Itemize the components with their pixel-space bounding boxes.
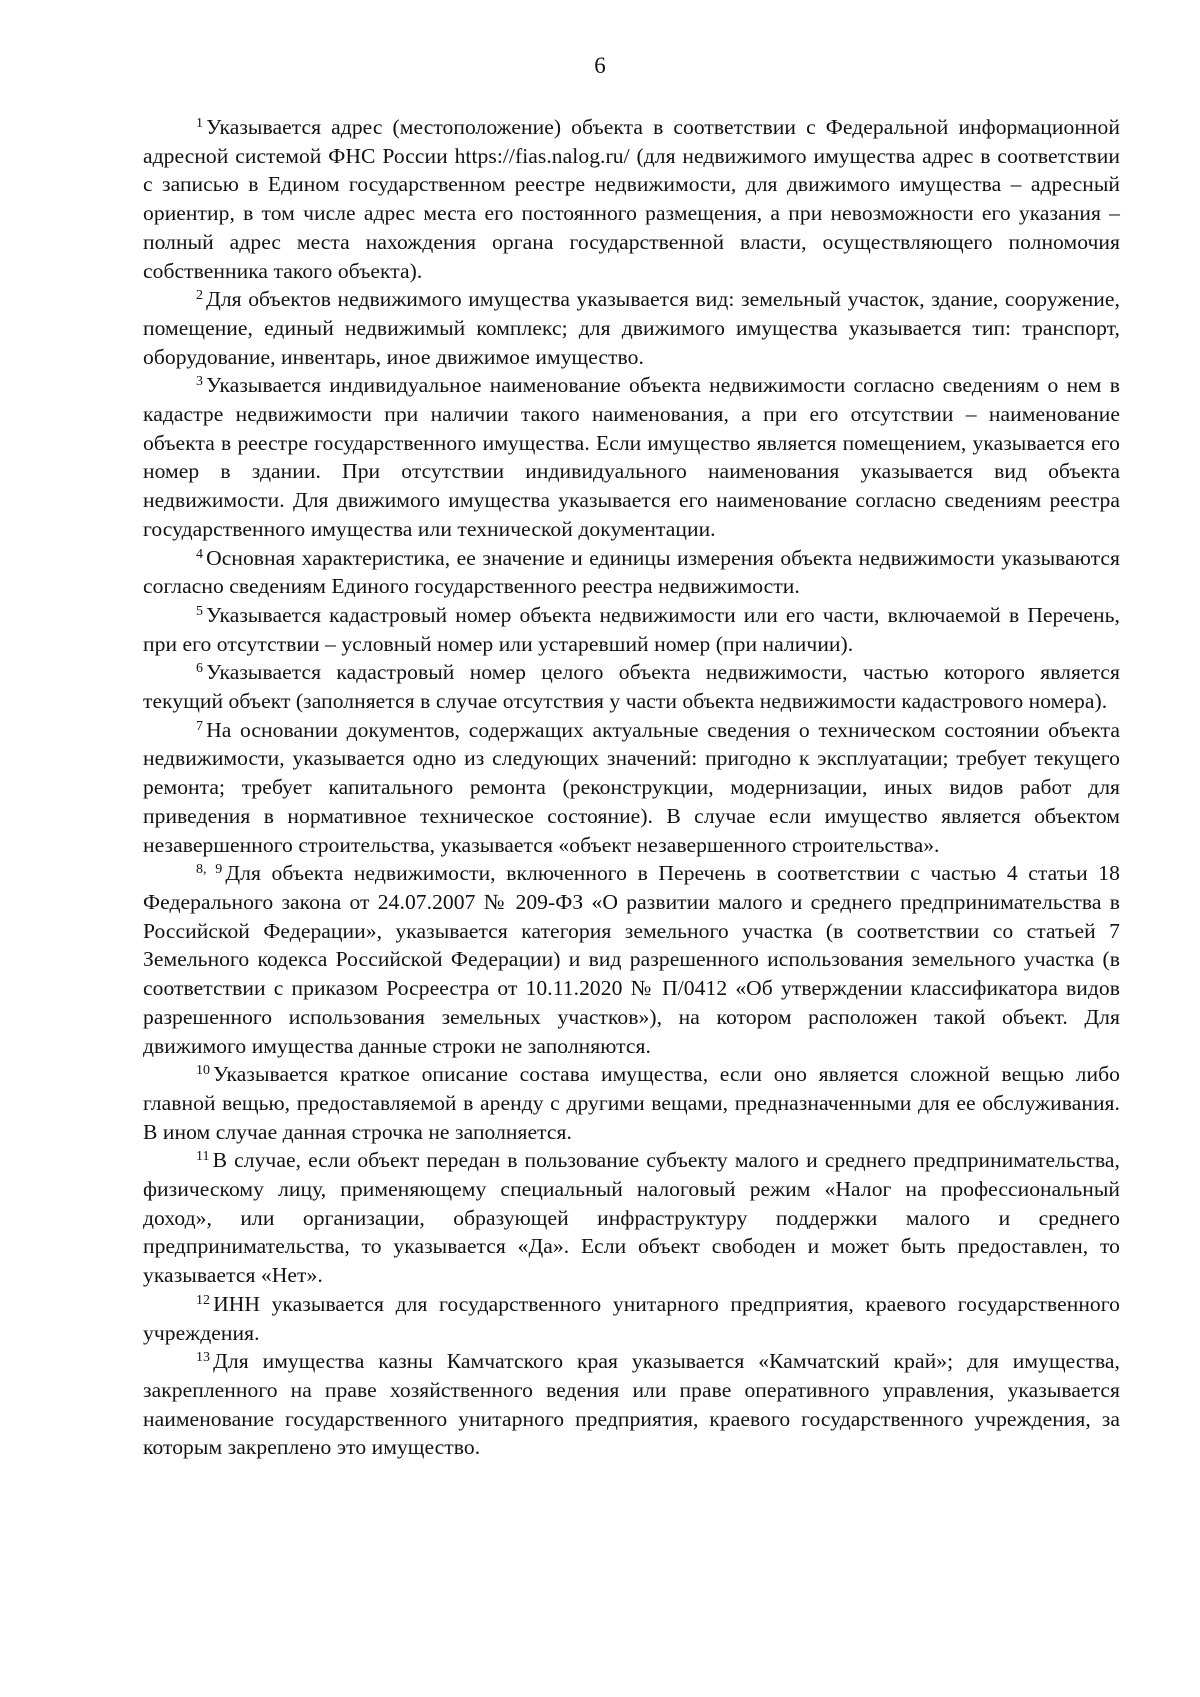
footnote-ref: 7 bbox=[196, 718, 204, 734]
page-number: 6 bbox=[594, 53, 606, 78]
footnote-6 bbox=[143, 658, 1120, 715]
footnote-8-9 bbox=[143, 859, 1120, 1060]
footnote-text: На основании документов, содержащих актуальные сведения о техническом состоянии объекта недвижимости, указывается одно из следующих значений: пригодно к эксплуатации; требует текущего ремонта; требует капитального ремонта (реконструкции, модернизации, иных видов работ для приведения в нормативное техническое состояние). В случае если имущество является объектом незавершенного строительства, указывается «объект незавершенного строительства». bbox=[143, 717, 1120, 857]
footnotes-list bbox=[143, 113, 1120, 1462]
footnote-text: Указывается кадастровый номер целого объекта недвижимости, частью которого является текущий объект (заполняется в случае отсутствия у части объекта недвижимости кадастрового номера). bbox=[143, 660, 1120, 714]
footnote-text: ИНН указывается для государственного унитарного предприятия, краевого государственного учреждения. bbox=[143, 1291, 1120, 1345]
footnote-3 bbox=[143, 371, 1120, 543]
footnote-text: Указывается краткое описание состава имущества, если оно является сложной вещью либо главной вещью, предоставляемой в аренду с другими вещами, предназначенными для ее обслуживания. В ином случае данная строчка не заполняется. bbox=[143, 1062, 1120, 1144]
footnote-text: Для имущества казны Камчатского края указывается «Камчатский край»; для имущества, закрепленного на праве хозяйственного ведения или праве оперативного управления, указывается наименование государственного унитарного предприятия, краевого государственного учреждения, за которым закреплено это имущество. bbox=[143, 1349, 1120, 1460]
footnote-ref: 3 bbox=[196, 374, 204, 390]
footnote-ref: 5 bbox=[196, 603, 204, 619]
footnote-text: Указывается индивидуальное наименование объекта недвижимости согласно сведениям о нем в кадастре недвижимости при наличии такого наименования, а при его отсутствии – наименование объекта в реестре государственного имущества. Если имущество является помещением, указывается его номер в здании. При отсутствии индивидуального наименования указывается вид объекта недвижимости. Для движимого имущества указывается его наименование согласно сведениям реестра государственного имущества или технической документации. bbox=[143, 373, 1120, 541]
footnote-ref: 11 bbox=[196, 1149, 210, 1165]
footnote-ref: 2 bbox=[196, 288, 204, 304]
footnote-ref: 4 bbox=[196, 546, 204, 562]
footnote-text: Для объектов недвижимого имущества указывается вид: земельный участок, здание, сооружение, помещение, единый недвижимый комплекс; для движимого имущества указывается тип: транспорт, оборудование, инвентарь, иное движимое имущество. bbox=[143, 287, 1120, 369]
footnote-text: Основная характеристика, ее значение и единицы измерения объекта недвижимости указываются согласно сведениям Единого государственного реестра недвижимости. bbox=[143, 545, 1120, 599]
footnote-2 bbox=[143, 285, 1120, 371]
footnote-text: Указывается кадастровый номер объекта недвижимости или его части, включаемой в Перечень, при его отсутствии – условный номер или устаревший номер (при наличии). bbox=[143, 602, 1120, 656]
footnote-ref: 1 bbox=[196, 116, 204, 131]
footnote-12 bbox=[143, 1290, 1120, 1347]
footnote-7 bbox=[143, 716, 1120, 860]
footnote-text: В случае, если объект передан в пользование субъекту малого и среднего предпринимательства, физическому лицу, применяющему специальный налоговый режим «Налог на профессиональный доход», или организации, образующей инфраструктуру поддержки малого и среднего предпринимательства, то указывается «Да». Если объект свободен и может быть предоставлен, то указывается «Нет». bbox=[143, 1148, 1120, 1288]
footnote-ref: 6 bbox=[196, 661, 204, 677]
footnote-4 bbox=[143, 544, 1120, 601]
footnote-ref: 8, 9 bbox=[196, 862, 223, 878]
footnote-text: Указывается адрес (местоположение) объекта в соответствии с Федеральной информационной адресной системой ФНС России https://fias.nalog.ru/ (для недвижимого имущества адрес в соответствии с записью в Едином государственном реестре недвижимости, для движимого имущества – адресный ориентир, в том числе адрес места его постоянного размещения, а при невозможности его указания – полный адрес места нахождения органа государственной власти, осуществляющего полномочия собственника такого объекта). bbox=[143, 115, 1120, 283]
footnote-11 bbox=[143, 1146, 1120, 1290]
footnote-1 bbox=[143, 113, 1120, 285]
footnote-5 bbox=[143, 601, 1120, 658]
footnote-text: Для объекта недвижимости, включенного в Перечень в соответствии с частью 4 статьи 18 Федерального закона от 24.07.2007 № 209-ФЗ «О развитии малого и среднего предпринимательства в Российской Федерации», указывается категория земельного участка (в соответствии со статьей 7 Земельного кодекса Российской Федерации) и вид разрешенного использования земельного участка (в соответствии с приказом Росреестра от 10.11.2020 № П/0412 «Об утверждении классификатора видов разрешенного использования земельных участков»), на котором расположен такой объект. Для движимого имущества данные строки не заполняются. bbox=[143, 861, 1120, 1058]
footnote-ref: 13 bbox=[196, 1350, 211, 1366]
footnote-ref: 12 bbox=[196, 1292, 211, 1308]
footnote-10 bbox=[143, 1060, 1120, 1146]
footnote-13 bbox=[143, 1347, 1120, 1462]
footnote-ref: 10 bbox=[196, 1063, 211, 1079]
